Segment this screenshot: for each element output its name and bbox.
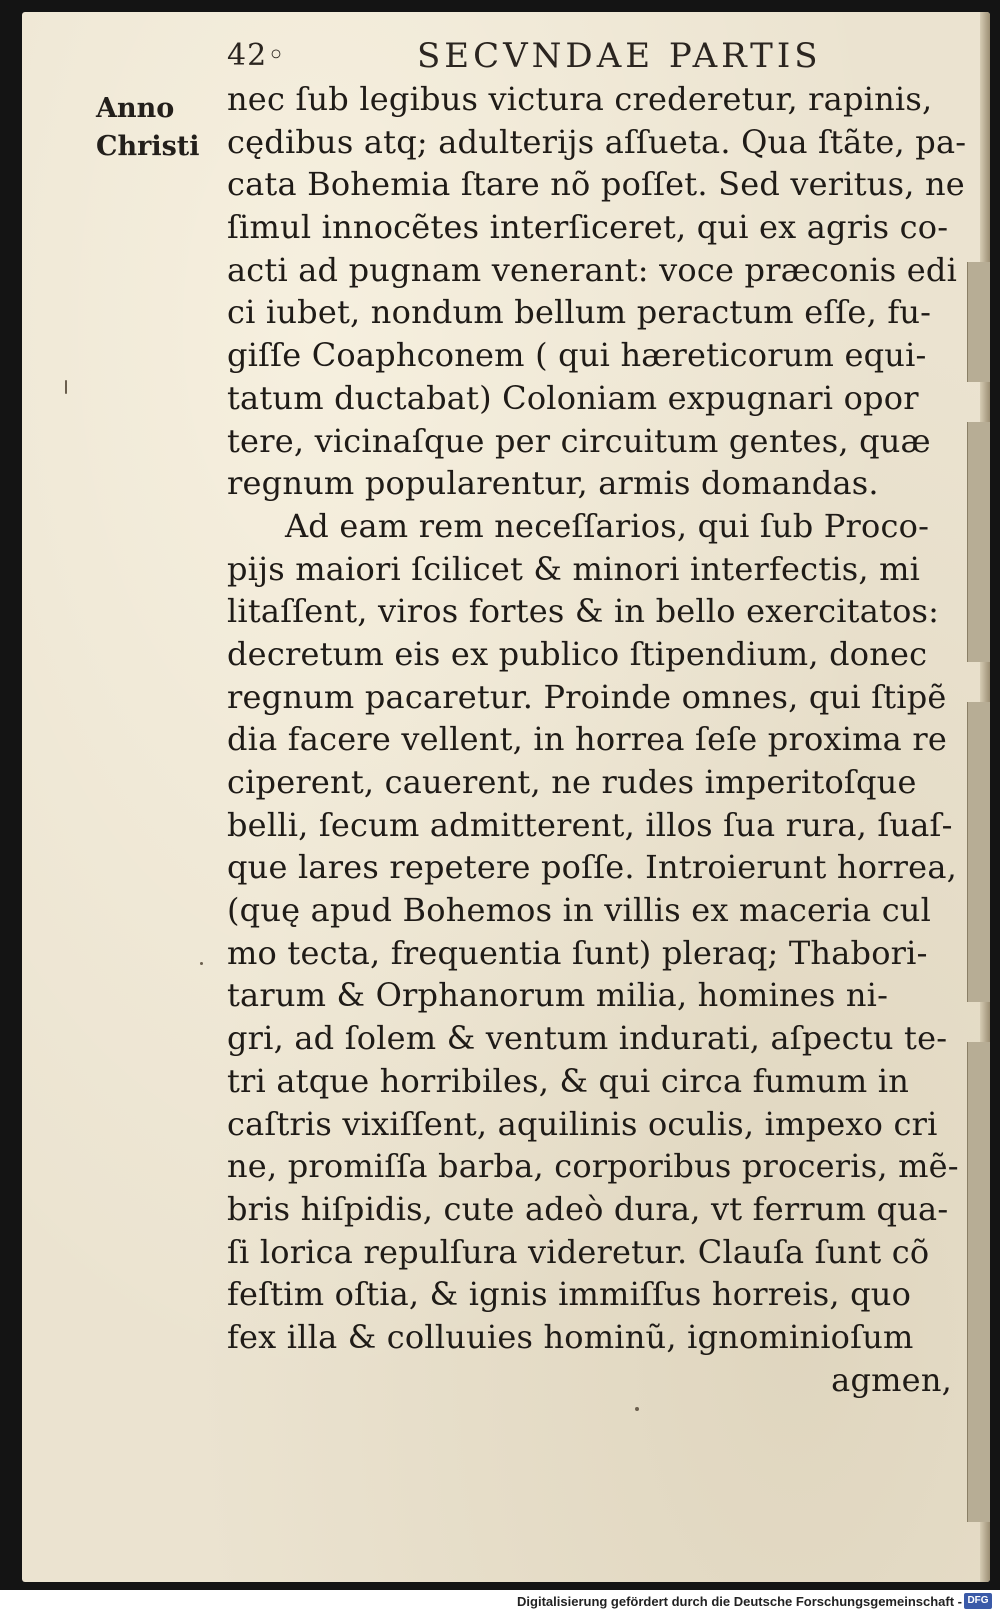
text-line: ſi lorica repulſura videretur. Clauſa ſunt cõ — [227, 1232, 930, 1271]
text-line: tarum & Orphanorum milia, homines ni- — [227, 976, 889, 1015]
margin-note-line: Christi — [96, 131, 200, 162]
margin-note — [96, 90, 226, 166]
ink-speck — [200, 962, 203, 965]
dfg-logo: DFG — [964, 1593, 992, 1609]
book-page — [22, 12, 990, 1582]
text-line: giſſe Coaphconem ( qui hæreticorum equi- — [227, 336, 927, 375]
edge-tab — [967, 1042, 990, 1522]
text-line: litaſſent, viros fortes & in bello exercitatos: — [227, 592, 940, 631]
catchword: agmen, — [831, 1360, 952, 1399]
text-line: ci iubet, nondum bellum peractum eſſe, fu- — [227, 293, 932, 332]
text-line: regnum popularentur, armis domandas. — [227, 464, 879, 503]
margin-note-line: Anno — [96, 93, 175, 124]
running-header — [227, 30, 987, 80]
text-line: belli, ſecum admitterent, illos ſua rura, ſuaſ- — [227, 805, 953, 844]
edge-tab — [967, 702, 990, 1002]
text-line: nec ſub legibus victura crederetur, rapinis, — [227, 80, 933, 118]
text-line: tri atque horribiles, & qui circa fumum in — [227, 1061, 910, 1100]
text-line: ſimul innocẽtes interſiceret, qui ex agris co- — [227, 208, 949, 247]
text-line: mo tecta, frequentia ſunt) pleraq; Thabori- — [227, 933, 928, 972]
footer-credit: Digitalisierung gefördert durch die Deutsche Forschungsgemeinschaft - — [517, 1594, 962, 1609]
ink-speck — [65, 380, 67, 394]
text-line: acti ad pugnam venerant: voce præconis edi — [227, 250, 958, 289]
footer-bar — [0, 1590, 1000, 1615]
text-line: ne, promiſſa barba, corporibus proceris, mẽ- — [227, 1147, 959, 1186]
body-text — [227, 78, 967, 1401]
text-line: tere, vicinaſque per circuitum gentes, quæ — [227, 421, 931, 460]
text-line: (quę apud Bohemos in villis ex maceria cul — [227, 891, 932, 930]
text-line: feſtim oſtia, & ignis immiſſus horreis, quo — [227, 1275, 912, 1314]
edge-tab — [967, 262, 990, 382]
text-line: que lares repetere poſſe. Introierunt horrea, — [227, 848, 957, 887]
text-line: caſtris vixiſſent, aquilinis oculis, impexo cri — [227, 1104, 938, 1143]
binding-strip — [968, 262, 990, 1562]
text-line: fex illa & colluuies hominũ, ignominioſum — [227, 1317, 914, 1356]
page-number: 42◦ — [227, 38, 286, 73]
text-line: cędibus atq; adulterijs aſſueta. Qua ſtãte, pa- — [227, 122, 967, 161]
text-line: regnum pacaretur. Proinde omnes, qui ſtipẽ — [227, 677, 947, 716]
text-line: cata Bohemia ſtare nõ poſſet. Sed veritus, ne — [227, 165, 965, 204]
text-line: decretum eis ex publico ſtipendium, donec — [227, 634, 928, 673]
text-line: ciperent, cauerent, ne rudes imperitoſque — [227, 763, 917, 801]
text-line: bris hiſpidis, cute adeò dura, vt ferrum qua- — [227, 1189, 949, 1228]
running-title: SECVNDAE PARTIS — [417, 36, 822, 76]
text-line: Ad eam rem neceſſarios, qui ſub Proco- — [285, 506, 930, 545]
edge-tab — [967, 422, 990, 662]
text-line: dia facere vellent, in horrea ſeſe proxima re — [227, 720, 947, 759]
ink-speck — [635, 1407, 639, 1411]
text-line: pijs maiori ſcilicet & minori interfectis, mi — [227, 549, 921, 588]
text-line: gri, ad ſolem & ventum indurati, aſpectu te- — [227, 1019, 948, 1058]
text-line: tatum ductabat) Coloniam expugnari opor — [227, 378, 919, 417]
